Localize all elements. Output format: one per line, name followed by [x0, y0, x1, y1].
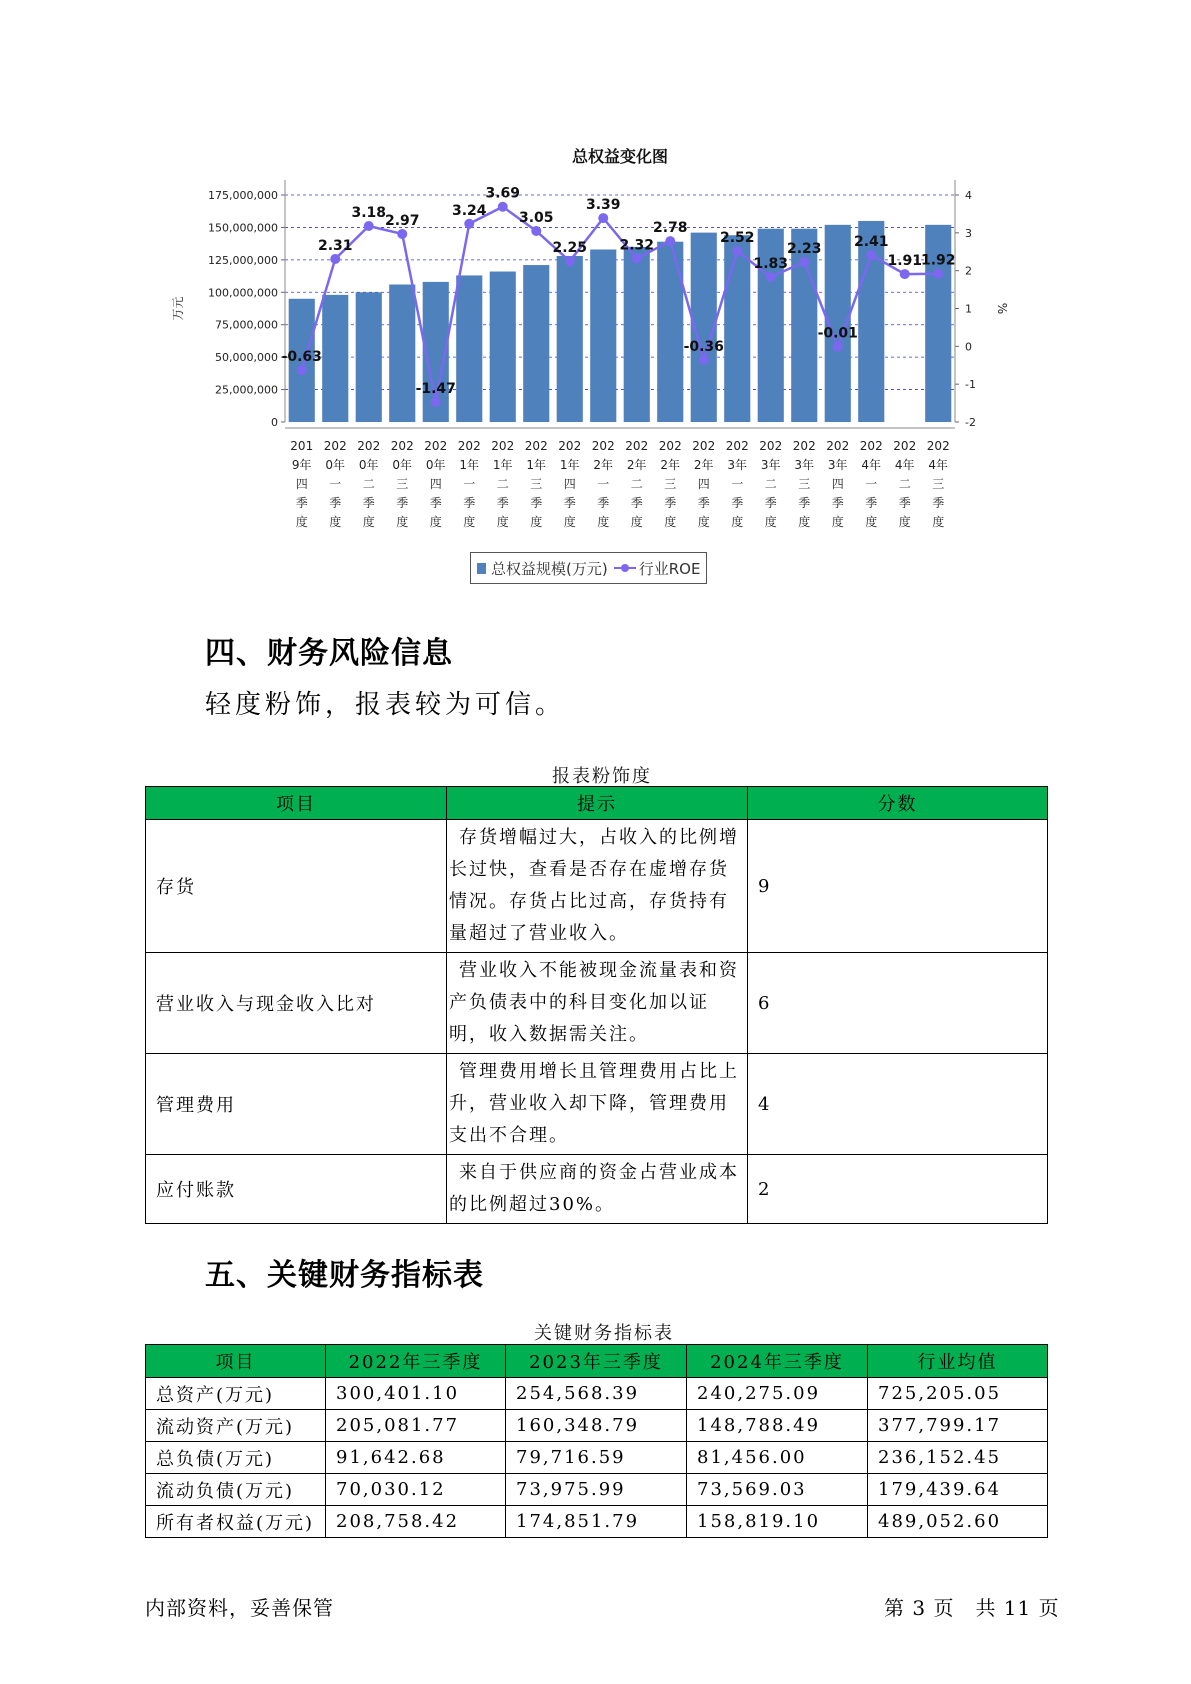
cell: 174,851.79: [506, 1506, 687, 1538]
roe-point: [598, 213, 608, 223]
bar: [657, 242, 683, 422]
roe-data-label: 1.91: [887, 253, 923, 270]
footer-page-number: 第 3 页 共 11 页: [884, 1596, 1060, 1620]
x-tick-label: 202 0年二季度: [357, 439, 381, 529]
roe-data-label: 2.97: [384, 212, 420, 229]
roe-point: [565, 256, 575, 266]
roe-data-label: -0.01: [817, 325, 858, 342]
y-tick-label: 175,000,000: [208, 189, 278, 202]
header-2023q3: 2023年三季度: [506, 1345, 687, 1378]
cell: 流动负债(万元): [146, 1474, 326, 1506]
cell: 240,275.09: [687, 1378, 868, 1410]
row-item: 管理费用: [146, 1054, 447, 1155]
table1-caption: 报表粉饰度: [552, 766, 652, 787]
roe-data-label: 2.78: [652, 220, 688, 237]
cell: 148,788.49: [687, 1410, 868, 1442]
cell: 81,456.00: [687, 1442, 868, 1474]
roe-point: [632, 254, 642, 264]
roe-data-label: 2.52: [719, 229, 755, 246]
bar: [490, 272, 516, 422]
header-score: 分数: [748, 787, 1048, 820]
cell: 158,819.10: [687, 1506, 868, 1538]
y2-tick-label: 0: [965, 340, 972, 354]
legend-bar-label: 总权益规模(万元): [491, 559, 608, 578]
cell: 73,975.99: [506, 1474, 687, 1506]
x-tick-label: 202 2年四季度: [692, 439, 716, 529]
y-tick-label: 100,000,000: [208, 286, 278, 300]
bar: [557, 256, 583, 422]
roe-data-label: 1.92: [920, 252, 956, 269]
cell: 725,205.05: [868, 1378, 1048, 1410]
y-tick-label: 125,000,000: [208, 253, 278, 267]
x-tick-label: 201 9年四季度: [290, 439, 314, 529]
roe-point: [833, 342, 843, 352]
x-tick-label: 202 3年四季度: [826, 439, 850, 529]
x-tick-label: 202 0年四季度: [424, 439, 448, 529]
roe-data-label: 2.23: [786, 240, 822, 257]
legend-line-label: 行业ROE: [638, 559, 701, 578]
roe-point: [397, 229, 407, 239]
row-hint: 存货增幅过大，占收入的比例增长过快，查看是否存在虚增存货情况。存货占比过高，存货持有量超过了营业收入。: [447, 820, 748, 953]
roe-point: [330, 254, 340, 264]
cell: 236,152.45: [868, 1442, 1048, 1474]
roe-point: [297, 365, 307, 375]
bar: [624, 247, 650, 422]
row-hint: 来自于供应商的资金占营业成本的比例超过30%。: [447, 1155, 748, 1224]
cell: 79,716.59: [506, 1442, 687, 1474]
row-item: 存货: [146, 820, 447, 953]
x-tick-label: 202 1年三季度: [524, 439, 548, 529]
header-2022q3: 2022年三季度: [326, 1345, 506, 1378]
legend-line-swatch: [614, 562, 636, 574]
bar: [322, 295, 348, 422]
x-tick-label: 202 2年一季度: [591, 439, 615, 529]
key-financials-table: [145, 1344, 1048, 1538]
roe-data-label: 2.41: [853, 234, 889, 251]
section4-text: 轻度粉饰，报表较为可信。: [205, 690, 566, 720]
cell: 160,348.79: [506, 1410, 687, 1442]
row-score: 4: [748, 1054, 1048, 1155]
y-axis-title: 万元: [171, 296, 185, 321]
roe-data-label: -1.47: [415, 380, 456, 397]
cell: 70,030.12: [326, 1474, 506, 1506]
row-hint: 管理费用增长且管理费用占比上升，营业收入却下降，管理费用支出不合理。: [447, 1054, 748, 1155]
y-tick-label: 75,000,000: [215, 318, 278, 332]
y2-tick-label: 4: [965, 189, 972, 202]
header-industry-avg: 行业均值: [868, 1345, 1048, 1378]
roe-point: [933, 269, 943, 279]
row-score: 6: [748, 953, 1048, 1054]
roe-data-label: 2.25: [552, 240, 588, 257]
footer-confidential: 内部资料，妥善保管: [145, 1596, 334, 1620]
x-tick-label: 202 0年三季度: [390, 439, 414, 529]
roe-data-label: -0.36: [683, 338, 724, 355]
whitewash-table: [145, 786, 1048, 1224]
roe-data-label: -0.63: [281, 349, 322, 366]
roe-point: [799, 257, 809, 267]
roe-data-label: 3.05: [518, 209, 554, 226]
y2-tick-label: 3: [965, 226, 972, 240]
y-tick-label: 0: [271, 416, 278, 429]
row-score: 9: [748, 820, 1048, 953]
cell: 208,758.42: [326, 1506, 506, 1538]
section5-heading: 五、关键财务指标表: [205, 1258, 484, 1293]
table-header-row: [146, 1345, 1048, 1378]
roe-data-label: 2.32: [619, 237, 655, 254]
table-row: [146, 1410, 1048, 1442]
x-tick-label: 202 3年三季度: [792, 439, 816, 529]
roe-point: [531, 226, 541, 236]
bar: [724, 235, 750, 422]
x-tick-label: 202 3年二季度: [759, 439, 783, 529]
roe-point: [699, 355, 709, 365]
x-tick-label: 202 2年三季度: [658, 439, 682, 529]
cell: 254,568.39: [506, 1378, 687, 1410]
section4-heading: 四、财务风险信息: [205, 636, 453, 671]
x-tick-label: 202 3年一季度: [725, 439, 749, 529]
table-row: [146, 953, 1048, 1054]
bar: [523, 265, 549, 422]
y2-axis-title: %: [995, 302, 1009, 315]
row-item: 营业收入与现金收入比对: [146, 953, 447, 1054]
chart-title: 总权益变化图: [571, 147, 669, 166]
roe-data-label: 3.69: [485, 185, 521, 202]
roe-data-label: 3.24: [451, 202, 487, 219]
x-tick-label: 202 4年三季度: [926, 439, 950, 529]
table-row: [146, 1054, 1048, 1155]
header-item: 项目: [146, 787, 447, 820]
equity-chart-svg: [160, 140, 1020, 600]
y2-tick-label: -2: [965, 416, 976, 429]
table-row: [146, 1506, 1048, 1538]
cell: 377,799.17: [868, 1410, 1048, 1442]
y2-tick-label: 2: [965, 264, 972, 278]
y2-tick-label: -1: [965, 378, 976, 392]
roe-point: [364, 221, 374, 231]
table-header-row: [146, 787, 1048, 820]
table-row: [146, 1378, 1048, 1410]
y-tick-label: 50,000,000: [215, 351, 278, 365]
roe-data-label: 1.83: [753, 256, 789, 273]
row-item: 应付账款: [146, 1155, 447, 1224]
roe-point: [766, 272, 776, 282]
y2-tick-label: 1: [965, 302, 972, 316]
cell: 总负债(万元): [146, 1442, 326, 1474]
cell: 179,439.64: [868, 1474, 1048, 1506]
header-hint: 提示: [447, 787, 748, 820]
x-tick-label: 202 4年一季度: [859, 439, 883, 529]
x-tick-label: 202 1年二季度: [491, 439, 515, 529]
cell: 流动资产(万元): [146, 1410, 326, 1442]
cell: 489,052.60: [868, 1506, 1048, 1538]
chart-legend: [470, 552, 707, 584]
table-row: [146, 1442, 1048, 1474]
roe-point: [431, 397, 441, 407]
x-tick-label: 202 0年一季度: [323, 439, 347, 529]
y-tick-label: 25,000,000: [215, 383, 278, 397]
legend-bar-swatch: [477, 563, 486, 574]
x-tick-label: 202 4年二季度: [893, 439, 917, 529]
roe-point: [866, 250, 876, 260]
header-item: 项目: [146, 1345, 326, 1378]
header-2024q3: 2024年三季度: [687, 1345, 868, 1378]
cell: 300,401.10: [326, 1378, 506, 1410]
roe-data-label: 2.31: [317, 237, 353, 254]
cell: 所有者权益(万元): [146, 1506, 326, 1538]
cell: 205,081.77: [326, 1410, 506, 1442]
x-tick-label: 202 1年四季度: [558, 439, 582, 529]
row-hint: 营业收入不能被现金流量表和资产负债表中的科目变化加以证明，收入数据需关注。: [447, 953, 748, 1054]
y-tick-label: 150,000,000: [208, 221, 278, 235]
roe-point: [464, 219, 474, 229]
bar: [590, 249, 616, 422]
table2-caption: 关键财务指标表: [534, 1323, 674, 1344]
roe-point: [732, 246, 742, 256]
bar: [356, 292, 382, 422]
row-score: 2: [748, 1155, 1048, 1224]
equity-chart: [160, 140, 1020, 600]
bar: [389, 285, 415, 422]
cell: 73,569.03: [687, 1474, 868, 1506]
bar: [456, 275, 482, 422]
cell: 91,642.68: [326, 1442, 506, 1474]
table-row: [146, 820, 1048, 953]
roe-data-label: 3.18: [351, 205, 387, 222]
table-row: [146, 1474, 1048, 1506]
roe-data-label: 3.39: [585, 197, 621, 214]
table-row: [146, 1155, 1048, 1224]
roe-point: [665, 236, 675, 246]
x-tick-label: 202 1年一季度: [457, 439, 481, 529]
cell: 总资产(万元): [146, 1378, 326, 1410]
roe-point: [498, 202, 508, 212]
x-tick-label: 202 2年二季度: [625, 439, 649, 529]
roe-point: [900, 269, 910, 279]
